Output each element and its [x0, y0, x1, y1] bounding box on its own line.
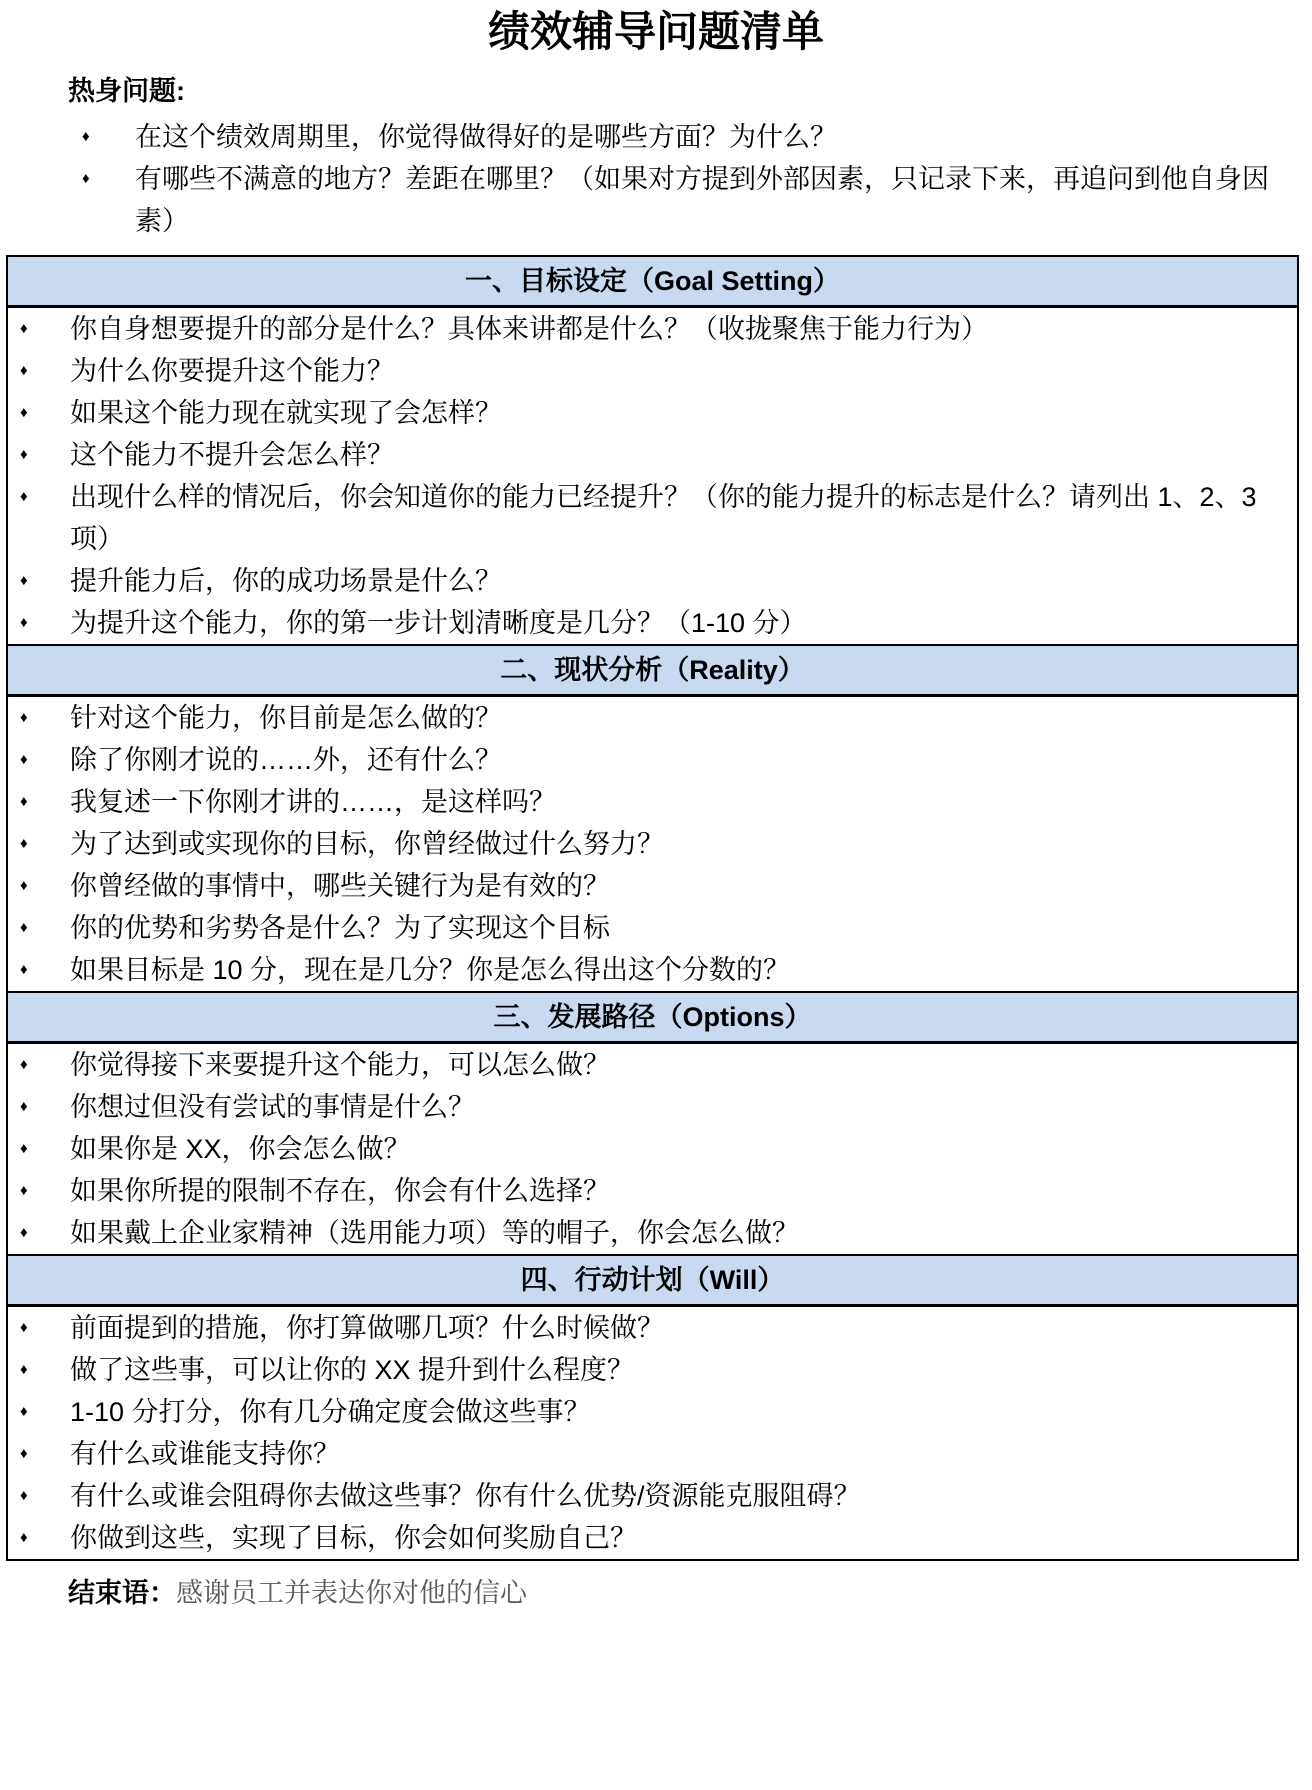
list-item	[68, 158, 1272, 242]
bullet-text: 如果这个能力现在就实现了会怎样？	[70, 398, 502, 428]
diamond-bullet-icon: ♦	[20, 793, 28, 810]
bullet-text: 提升能力后，你的成功场景是什么？	[70, 566, 502, 596]
bullet-text: 你觉得接下来要提升这个能力，可以怎么做？	[70, 1050, 610, 1080]
bullet-text: 除了你刚才说的……外，还有什么？	[70, 745, 502, 775]
diamond-bullet-icon: ♦	[20, 446, 28, 463]
bullet-text: 在这个绩效周期里，你觉得做得好的是哪些方面？为什么？	[135, 122, 837, 152]
diamond-bullet-icon: ♦	[20, 404, 28, 421]
bullet-text: 有什么或谁会阻碍你去做这些事？你有什么优势/资源能克服阻碍？	[70, 1481, 861, 1511]
bullet-text: 1-10 分打分，你有几分确定度会做这些事？	[70, 1397, 591, 1427]
bullet-text: 如果戴上企业家精神（选用能力项）等的帽子，你会怎么做？	[70, 1218, 799, 1248]
section-bullet-list-goal-setting	[8, 308, 1297, 644]
diamond-bullet-icon: ♦	[20, 572, 28, 589]
diamond-bullet-icon: ♦	[20, 1098, 28, 1115]
bullet-text: 出现什么样的情况后，你会知道你的能力已经提升？（你的能力提升的标志是什么？请列出 1、2、3 项）	[70, 482, 1257, 554]
diamond-bullet-icon: ♦	[20, 919, 28, 936]
diamond-bullet-icon: ♦	[82, 128, 90, 145]
bullet-text: 为了达到或实现你的目标，你曾经做过什么努力？	[70, 829, 664, 859]
list-item	[8, 560, 1297, 602]
section-bullet-list-reality	[8, 697, 1297, 991]
diamond-bullet-icon: ♦	[20, 1182, 28, 1199]
bullet-text: 如果你是 XX，你会怎么做？	[70, 1134, 411, 1164]
list-item	[8, 1391, 1297, 1433]
section-header-goal-setting: 一、目标设定（Goal Setting）	[8, 257, 1297, 308]
diamond-bullet-icon: ♦	[20, 751, 28, 768]
list-item	[8, 865, 1297, 907]
diamond-bullet-icon: ♦	[82, 170, 90, 187]
diamond-bullet-icon: ♦	[20, 1056, 28, 1073]
warmup-bullet-list	[68, 116, 1272, 242]
bullet-text: 为提升这个能力，你的第一步计划清晰度是几分？（1-10 分）	[70, 608, 807, 638]
bullet-text: 如果目标是 10 分，现在是几分？你是怎么得出这个分数的？	[70, 955, 791, 985]
list-item	[8, 1349, 1297, 1391]
list-item	[8, 907, 1297, 949]
list-item	[8, 1517, 1297, 1559]
diamond-bullet-icon: ♦	[20, 488, 28, 505]
list-item	[8, 476, 1297, 560]
diamond-bullet-icon: ♦	[20, 961, 28, 978]
diamond-bullet-icon: ♦	[20, 1224, 28, 1241]
section-will	[8, 1254, 1297, 1559]
list-item	[8, 1212, 1297, 1254]
closing-line	[68, 1575, 1272, 1611]
diamond-bullet-icon: ♦	[20, 709, 28, 726]
diamond-bullet-icon: ♦	[20, 1319, 28, 1336]
bullet-text: 这个能力不提升会怎么样？	[70, 440, 394, 470]
bullet-text: 你自身想要提升的部分是什么？具体来讲都是什么？（收拢聚焦于能力行为）	[70, 314, 988, 344]
list-item	[8, 697, 1297, 739]
diamond-bullet-icon: ♦	[20, 877, 28, 894]
bullet-text: 有哪些不满意的地方？差距在哪里？（如果对方提到外部因素，只记录下来，再追问到他自身因素）	[135, 164, 1269, 236]
list-item	[8, 1307, 1297, 1349]
bullet-text: 针对这个能力，你目前是怎么做的？	[70, 703, 502, 733]
bullet-text: 做了这些事，可以让你的 XX 提升到什么程度？	[70, 1355, 635, 1385]
warmup-label: 热身问题:	[68, 76, 185, 106]
list-item	[8, 949, 1297, 991]
list-item	[8, 350, 1297, 392]
list-item	[8, 602, 1297, 644]
bullet-text: 你想过但没有尝试的事情是什么？	[70, 1092, 475, 1122]
bullet-text: 前面提到的措施，你打算做哪几项？什么时候做？	[70, 1313, 664, 1343]
list-item	[8, 308, 1297, 350]
bullet-text: 有什么或谁能支持你？	[70, 1439, 340, 1469]
list-item	[8, 392, 1297, 434]
section-header-options: 三、发展路径（Options）	[8, 991, 1297, 1044]
bullet-text: 你曾经做的事情中，哪些关键行为是有效的？	[70, 871, 610, 901]
list-item	[8, 1170, 1297, 1212]
diamond-bullet-icon: ♦	[20, 1140, 28, 1157]
page-title: 绩效辅导问题清单	[487, 8, 824, 55]
list-item	[8, 1433, 1297, 1475]
diamond-bullet-icon: ♦	[20, 835, 28, 852]
bullet-text: 如果你所提的限制不存在，你会有什么选择？	[70, 1176, 610, 1206]
diamond-bullet-icon: ♦	[20, 1529, 28, 1546]
section-header-will: 四、行动计划（Will）	[8, 1254, 1297, 1307]
section-options	[8, 991, 1297, 1254]
section-goal-setting	[8, 257, 1297, 644]
bullet-text: 你的优势和劣势各是什么？为了实现这个目标	[70, 913, 610, 943]
list-item	[8, 739, 1297, 781]
section-header-reality: 二、现状分析（Reality）	[8, 644, 1297, 697]
closing-text: 感谢员工并表达你对他的信心	[176, 1578, 527, 1608]
bullet-text: 我复述一下你刚才讲的……，是这样吗？	[70, 787, 556, 817]
diamond-bullet-icon: ♦	[20, 320, 28, 337]
list-item	[8, 1128, 1297, 1170]
diamond-bullet-icon: ♦	[20, 1403, 28, 1420]
diamond-bullet-icon: ♦	[20, 1445, 28, 1462]
section-reality	[8, 644, 1297, 991]
diamond-bullet-icon: ♦	[20, 362, 28, 379]
list-item	[8, 1475, 1297, 1517]
section-bullet-list-options	[8, 1044, 1297, 1254]
bullet-text: 为什么你要提升这个能力？	[70, 356, 394, 386]
closing-label: 结束语：	[68, 1578, 176, 1608]
diamond-bullet-icon: ♦	[20, 1361, 28, 1378]
section-bullet-list-will	[8, 1307, 1297, 1559]
list-item	[8, 781, 1297, 823]
bullet-text: 你做到这些，实现了目标，你会如何奖励自己？	[70, 1523, 637, 1553]
list-item	[8, 434, 1297, 476]
diamond-bullet-icon: ♦	[20, 614, 28, 631]
list-item	[8, 823, 1297, 865]
list-item	[68, 116, 1272, 158]
diamond-bullet-icon: ♦	[20, 1487, 28, 1504]
list-item	[8, 1086, 1297, 1128]
list-item	[8, 1044, 1297, 1086]
grow-question-table	[6, 255, 1299, 1561]
warmup-section	[68, 74, 1272, 242]
